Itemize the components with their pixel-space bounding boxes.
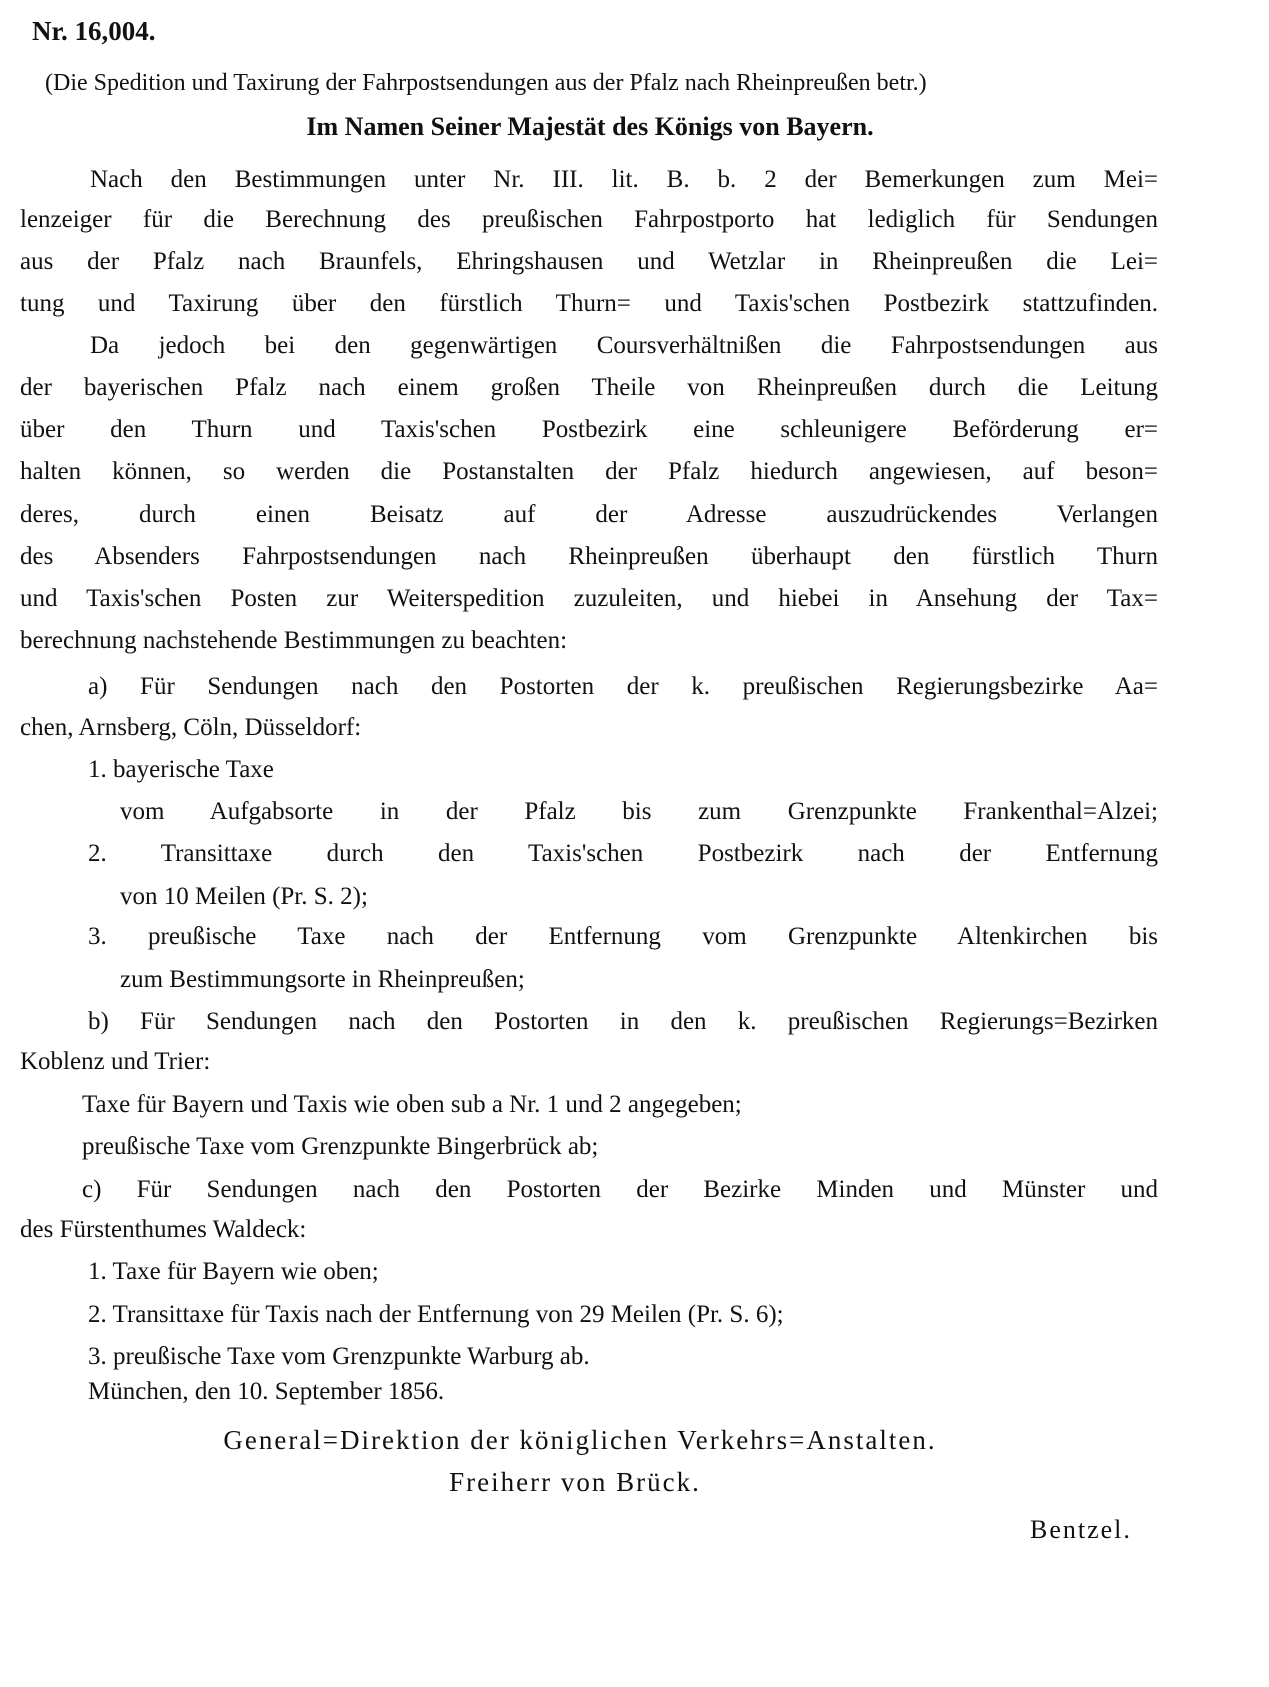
text-line: Koblenz und Trier: (20, 1048, 211, 1075)
text-line: halten können, so werden die Postanstalten der Pfalz hiedurch angewiesen, auf beson= (20, 458, 1158, 485)
text-line: Taxe für Bayern und Taxis wie oben sub a Nr. 1 und 2 angegeben; (82, 1091, 742, 1118)
text-line: tung und Taxirung über den fürstlich Thurn= und Taxis'schen Postbezirk stattzufinden. (20, 290, 1158, 317)
authority-line: General=Direktion der königlichen Verkehrs=Anstalten. (223, 1425, 937, 1455)
text-line: 2. Transittaxe durch den Taxis'schen Postbezirk nach der Entfernung (88, 840, 1158, 867)
document-subject: (Die Spedition und Taxirung der Fahrpostsendungen aus der Pfalz nach Rheinpreußen betr.) (45, 70, 927, 96)
text-line: des Fürstenthumes Waldeck: (20, 1216, 307, 1243)
text-line: und Taxis'schen Posten zur Weiterspedition zuzuleiten, und hiebei in Ansehung der Tax= (20, 585, 1158, 612)
text-line: vom Aufgabsorte in der Pfalz bis zum Grenzpunkte Frankenthal=Alzei; (120, 798, 1158, 825)
text-line: 3. preußische Taxe nach der Entfernung vom Grenzpunkte Altenkirchen bis (88, 923, 1158, 950)
countersignature: Bentzel. (1030, 1515, 1132, 1544)
text-line: lenzeiger für die Berechnung des preußischen Fahrpostporto hat lediglich für Sendungen (20, 206, 1158, 233)
text-line: berechnung nachstehende Bestimmungen zu beachten: (20, 627, 568, 654)
text-line: deres, durch einen Beisatz auf der Adresse auszudrückendes Verlangen (20, 501, 1158, 528)
text-line: zum Bestimmungsorte in Rheinpreußen; (120, 966, 525, 993)
text-line: Da jedoch bei den gegenwärtigen Coursverhältnißen die Fahrpostsendungen aus (90, 332, 1158, 359)
document-heading: Im Namen Seiner Majestät des Königs von Bayern. (306, 112, 874, 141)
text-line: b) Für Sendungen nach den Postorten in den k. preußischen Regierungs=Bezirken (88, 1008, 1158, 1035)
text-line: preußische Taxe vom Grenzpunkte Bingerbrück ab; (82, 1133, 599, 1160)
text-line: chen, Arnsberg, Cöln, Düsseldorf: (20, 714, 362, 741)
text-line: über den Thurn und Taxis'schen Postbezirk eine schleunigere Beförderung er= (20, 416, 1158, 443)
text-line: 1. bayerische Taxe (88, 756, 274, 783)
signatory: Freiherr von Brück. (449, 1467, 701, 1497)
text-line: des Absenders Fahrpostsendungen nach Rheinpreußen überhaupt den fürstlich Thurn (20, 543, 1158, 570)
document-number: Nr. 16,004. (32, 16, 156, 46)
text-line: 1. Taxe für Bayern wie oben; (88, 1258, 379, 1285)
text-line: von 10 Meilen (Pr. S. 2); (120, 883, 368, 910)
text-line: aus der Pfalz nach Braunfels, Ehringshausen und Wetzlar in Rheinpreußen die Lei= (20, 248, 1158, 275)
text-line: Nach den Bestimmungen unter Nr. III. lit. B. b. 2 der Bemerkungen zum Mei= (90, 166, 1158, 193)
text-line: 2. Transittaxe für Taxis nach der Entfernung von 29 Meilen (Pr. S. 6); (88, 1301, 784, 1328)
text-line: 3. preußische Taxe vom Grenzpunkte Warburg ab. (88, 1343, 590, 1370)
text-line: c) Für Sendungen nach den Postorten der Bezirke Minden und Münster und (82, 1176, 1158, 1203)
text-line: München, den 10. September 1856. (88, 1378, 445, 1405)
text-line: der bayerischen Pfalz nach einem großen Theile von Rheinpreußen durch die Leitung (20, 374, 1158, 401)
text-line: a) Für Sendungen nach den Postorten der k. preußischen Regierungsbezirke Aa= (88, 673, 1158, 700)
